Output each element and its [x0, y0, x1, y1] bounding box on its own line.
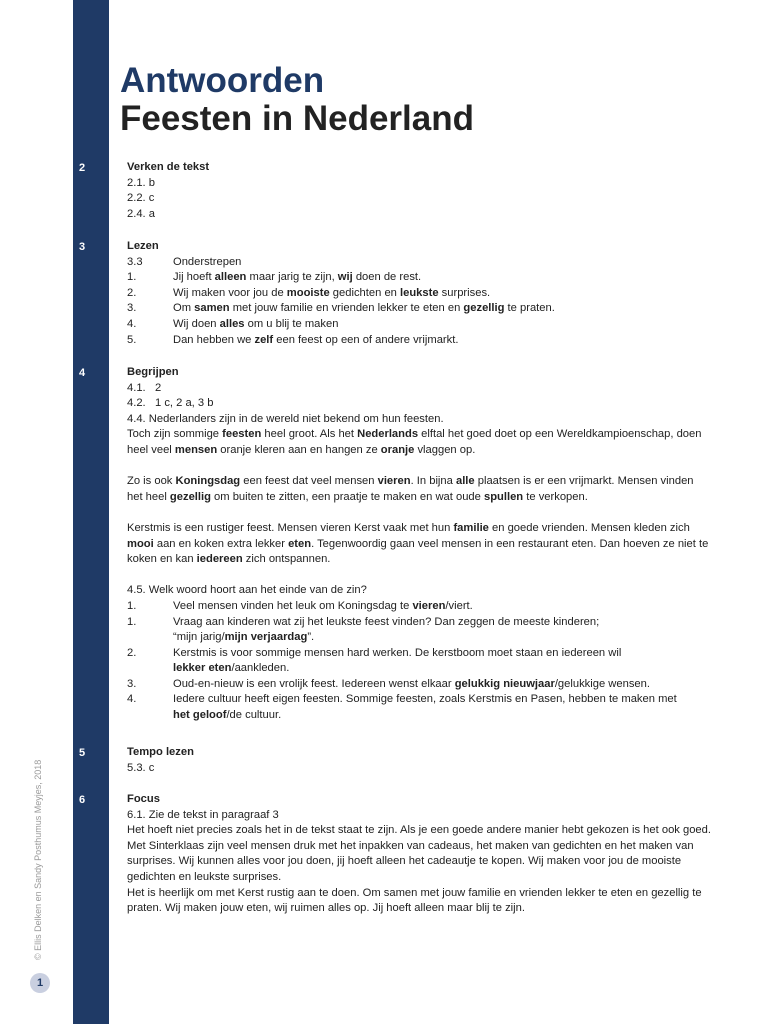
section-heading: Begrijpen: [127, 366, 179, 378]
title-antwoorden: Antwoorden: [120, 61, 325, 100]
section-heading: Tempo lezen: [127, 746, 194, 758]
list-item-cont: “mijn jarig/mijn verjaardag”.: [173, 631, 315, 644]
section-heading: Lezen: [127, 240, 159, 252]
section-body: [127, 745, 712, 776]
paragraph: Het hoeft niet precies zoals het in de tekst staat te zijn. Als je een goede andere manier hebt gekozen is het ook goed.: [127, 824, 711, 837]
list-item: 1. Vraag aan kinderen wat zij het leukste feest vinden? Dan zeggen de meeste kinderen;: [127, 615, 600, 628]
answer-line: 6.1. Zie de tekst in paragraaf 3: [127, 808, 279, 821]
section-number: 5: [79, 747, 86, 759]
answer-line: 4.2. 1 c, 2 a, 3 b: [127, 397, 214, 410]
answer-line: 2.4. a: [127, 207, 155, 220]
answer-line: 4.1. 2: [127, 381, 162, 394]
title-block: [120, 62, 474, 138]
list-item: 1. Jij hoeft alleen maar jarig te zijn, wij doen de rest.: [127, 271, 422, 284]
section-body: [127, 160, 712, 222]
answer-line: 2.1. b: [127, 176, 155, 189]
list-item: 3. Oud-en-nieuw is een vrolijk feest. Iedereen wenst elkaar gelukkig nieuwjaar/gelukkige wensen.: [127, 677, 650, 690]
list-item: 3. Om samen met jouw familie en vrienden lekker te eten en gezellig te praten.: [127, 302, 555, 315]
section-number: 2: [79, 162, 86, 174]
question-line: 4.5. Welk woord hoort aan het einde van de zin?: [127, 584, 367, 597]
section-number: 3: [79, 241, 86, 253]
list-item: 2. Wij maken voor jou de mooiste gedichten en leukste surprises.: [127, 286, 491, 299]
section-body: [127, 365, 712, 724]
paragraph: Met Sinterklaas zijn veel mensen druk met het inpakken van cadeaus, het maken van gedichten en het maken van surprises. Wij kunnen alles voor jou doen, jij hoeft alleen het cadeautje te kopen. Wij maken voor jou de mooiste gedichten en leukste surprises.: [127, 839, 694, 883]
paragraph: Kerstmis is een rustiger feest. Mensen vieren Kerst vaak met hun familie en goede vrienden. Mensen kleden zich mooi aan en koken extra lekker eten. Tegenwoordig gaan veel mensen in een restaurant eten. Dan hoeven ze niet te koken en kan iedereen zich ontspannen.: [127, 521, 709, 566]
section-body: [127, 792, 712, 917]
section-heading: Verken de tekst: [127, 161, 210, 173]
section-body: [127, 239, 712, 348]
copyright-text: © Ellis Delken en Sandy Posthumus Meyjes, 2018: [33, 759, 43, 960]
section-number: 4: [79, 367, 86, 379]
sub-heading: 3.3 Onderstrepen: [127, 255, 242, 268]
title-feesten: Feesten in Nederland: [120, 99, 474, 138]
list-item: 5. Dan hebben we zelf een feest op een of andere vrijmarkt.: [127, 333, 459, 346]
section-heading: Focus: [127, 793, 160, 805]
page-number-badge: 1: [30, 973, 50, 993]
answer-line: 2.2. c: [127, 192, 155, 205]
list-item: 4. Iedere cultuur heeft eigen feesten. Sommige feesten, zoals Kerstmis en Pasen, hebben te maken met: [127, 693, 677, 706]
sidebar-band: [73, 0, 109, 1024]
paragraph: Zo is ook Koningsdag een feest dat veel mensen vieren. In bijna alle plaatsen is er een vrijmarkt. Mensen vinden het heel gezellig om buiten te zitten, een praatje te maken en wat oude spullen te verkopen.: [127, 475, 694, 503]
answer-line: 5.3. c: [127, 761, 155, 774]
paragraph: Toch zijn sommige feesten heel groot. Als het Nederlands elftal het goed doet op een Wereldkampioenschap, doen heel veel mensen oranje kleren aan en hangen ze oranje vlaggen op.: [127, 428, 702, 456]
section-number: 6: [79, 794, 86, 806]
list-item: 1. Veel mensen vinden het leuk om Koningsdag te vieren/viert.: [127, 599, 473, 612]
list-item: 4. Wij doen alles om u blij te maken: [127, 317, 339, 330]
list-item: 2. Kerstmis is voor sommige mensen hard werken. De kerstboom moet staan en iedereen wil: [127, 646, 622, 659]
list-item-cont: lekker eten/aankleden.: [173, 662, 290, 675]
list-item-cont: het geloof/de cultuur.: [173, 709, 282, 722]
paragraph: Het is heerlijk om met Kerst rustig aan te doen. Om samen met jouw familie en vrienden lekker te eten en gezellig te praten. Wij maken jouw eten, wij ruimen alles op. Jij hoeft alleen maar blij te zijn.: [127, 886, 702, 915]
answer-line: 4.4. Nederlanders zijn in de wereld niet bekend om hun feesten.: [127, 412, 444, 425]
